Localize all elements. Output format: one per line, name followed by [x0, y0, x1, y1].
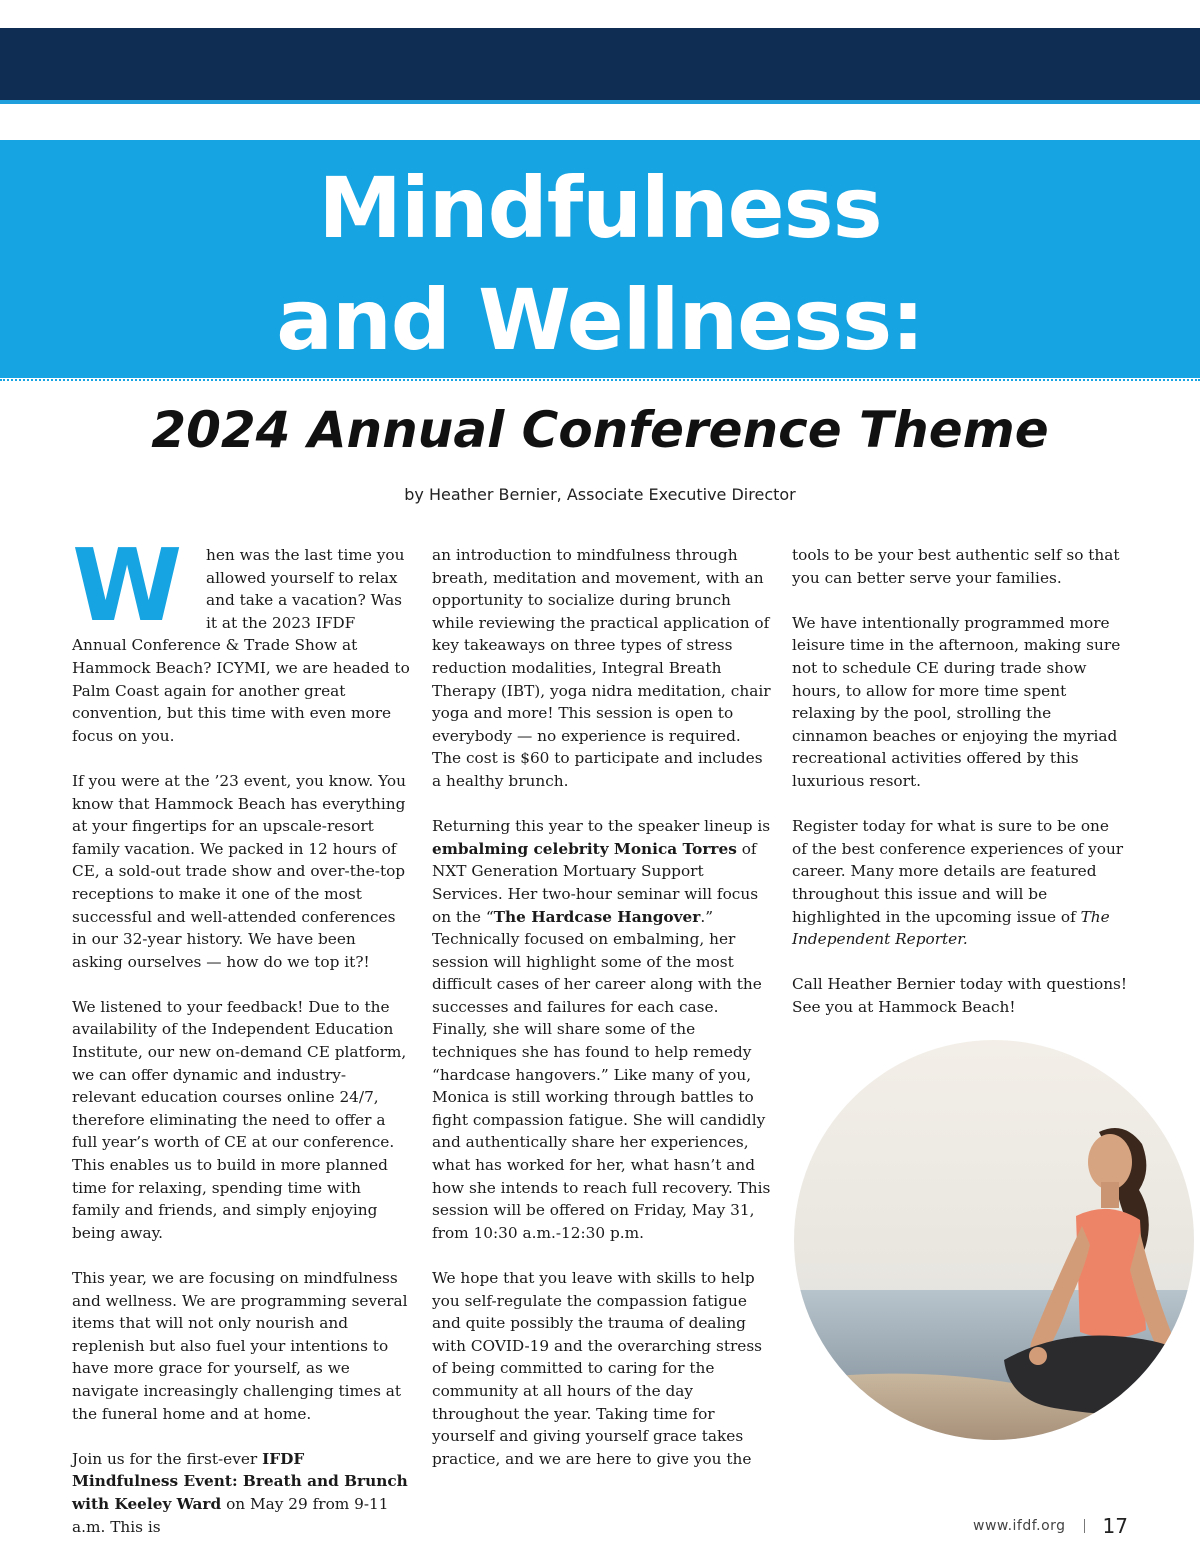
paragraph: We hope that you leave with skills to help you self-regulate the compassion fatigue and quite possibly the trauma of dealing with COVID-19 and the overarching stress of being committed to caring for the community at all hours of the day throughout the year. Taking time for yourself and giving yourself grace takes practice, and we are here to give you the — [432, 1269, 763, 1468]
session-title: The Hardcase Hangover — [493, 907, 701, 926]
article-subtitle: 2024 Annual Conference Theme — [151, 401, 1049, 459]
paragraph: If you were at the ’23 event, you know. You know that Hammock Beach has everything at your fingertips for an upscale-resort family vacation. We packed in 12 hours of CE, a sold-out trade show and over-the-top receptions to make it one of the most successful and well-attended conferences in our 32-year history. We have been asking ourselves — how do we top it?! — [72, 771, 406, 971]
paragraph-text: of NXT Generation Mortuary Support Services. Her two-hour seminar will focus on the “ — [432, 839, 759, 926]
paragraph-text: Register today for what is sure to be one of the best conference experiences of your career. Many more details are featured throughout this issue and will be highlighted in the upcoming issue of — [792, 817, 1124, 926]
paragraph — [432, 815, 774, 1244]
article-column-1 — [72, 527, 410, 1538]
paragraph: Call Heather Bernier today with questions! See you at Hammock Beach! — [792, 975, 1128, 1016]
title-line-2: and Wellness: — [276, 271, 924, 369]
paragraph-text: Join us for the first-ever — [72, 1449, 263, 1468]
meditation-illustration — [794, 1040, 1194, 1440]
paragraph: an introduction to mindfulness through breath, meditation and movement, with an opportunity to socialize during brunch while reviewing the practical application of key takeaways on three types of stress reduction modalities, Integral Breath Therapy (IBT), yoga nidra meditation, chair yoga and more! This session is open to everybody — no experience is required. The cost is $60 to participate and includes a healthy brunch. — [432, 546, 771, 790]
paragraph — [72, 1448, 410, 1538]
paragraph: We have intentionally programmed more leisure time in the afternoon, making sure not to schedule CE during trade show hours, to allow for more time spent relaxing by the pool, strolling the cinnamon beaches or enjoying the myriad recreational activities offered by this luxurious resort. — [792, 613, 1121, 790]
header-accent-line — [0, 100, 1200, 104]
paragraph: This year, we are focusing on mindfulness and wellness. We are programming several items that will not only nourish and replenish but also fuel your intentions to have more grace for yourself, as we navigate increasingly challenging times at the funeral home and at home. — [72, 1269, 408, 1423]
meditation-photo — [794, 1040, 1194, 1440]
paragraph-text: Returning this year to the speaker lineup is — [432, 817, 771, 836]
title-line-1: Mindfulness — [318, 159, 882, 257]
paragraph: We listened to your feedback! Due to the availability of the Independent Education Institute, our new on-demand CE platform, we can offer dynamic and industry-relevant education courses online 24/7, therefore eliminating the need to offer a full year’s worth of CE at our conference. This enables us to build in more planned time for relaxing, spending time with family and friends, and simply enjoying being away. — [72, 997, 407, 1242]
header-navy-band — [0, 28, 1200, 100]
paragraph-text: hen was the last time you allowed yourself to relax and take a vacation? Was it at the 2023 IFDF Annual Conference & Trade Show at Hammock Beach? ICYMI, we are headed to Palm Coast again for another great convention, but this time with even more focus on you. — [72, 546, 410, 745]
publication-name: The Independent Reporter. — [792, 907, 1110, 949]
paragraph: tools to be your best authentic self so that you can better serve your families. — [792, 546, 1120, 587]
page-footer — [973, 1506, 1128, 1546]
paragraph-text: on May 29 from 9-11 a.m. This is — [72, 1494, 389, 1536]
drop-cap: W — [72, 527, 183, 644]
speaker-name: embalming celebrity Monica Torres — [432, 839, 737, 858]
article-title — [0, 152, 1200, 376]
paragraph-text: .” Technically focused on embalming, her session will highlight some of the most difficult cases of her career along with the successes and failures for each case. Finally, she will share some of the techniques she has found to help remedy “hardcase hangovers.” Like many of you, Monica is still working through battles to fight compassion fatigue. She will candidly and authentically share her experiences, what has worked for her, what hasn’t and how she intends to reach full recovery. This session will be offered on Friday, May 31, from 10:30 a.m.-12:30 p.m. — [432, 907, 771, 1242]
event-name: IFDF Mindfulness Event: Breath and Brunch with Keeley Ward — [72, 1449, 408, 1513]
byline: by Heather Bernier, Associate Executive Director — [404, 485, 796, 504]
article-column-3 — [792, 544, 1128, 1018]
article-column-2 — [432, 544, 774, 1470]
paragraph — [792, 815, 1128, 951]
dotted-divider — [0, 379, 1200, 381]
footer-divider — [1084, 1519, 1085, 1533]
page-number: 17 — [1102, 1514, 1128, 1538]
footer-url[interactable]: www.ifdf.org — [973, 1518, 1066, 1534]
paragraph — [72, 527, 410, 747]
